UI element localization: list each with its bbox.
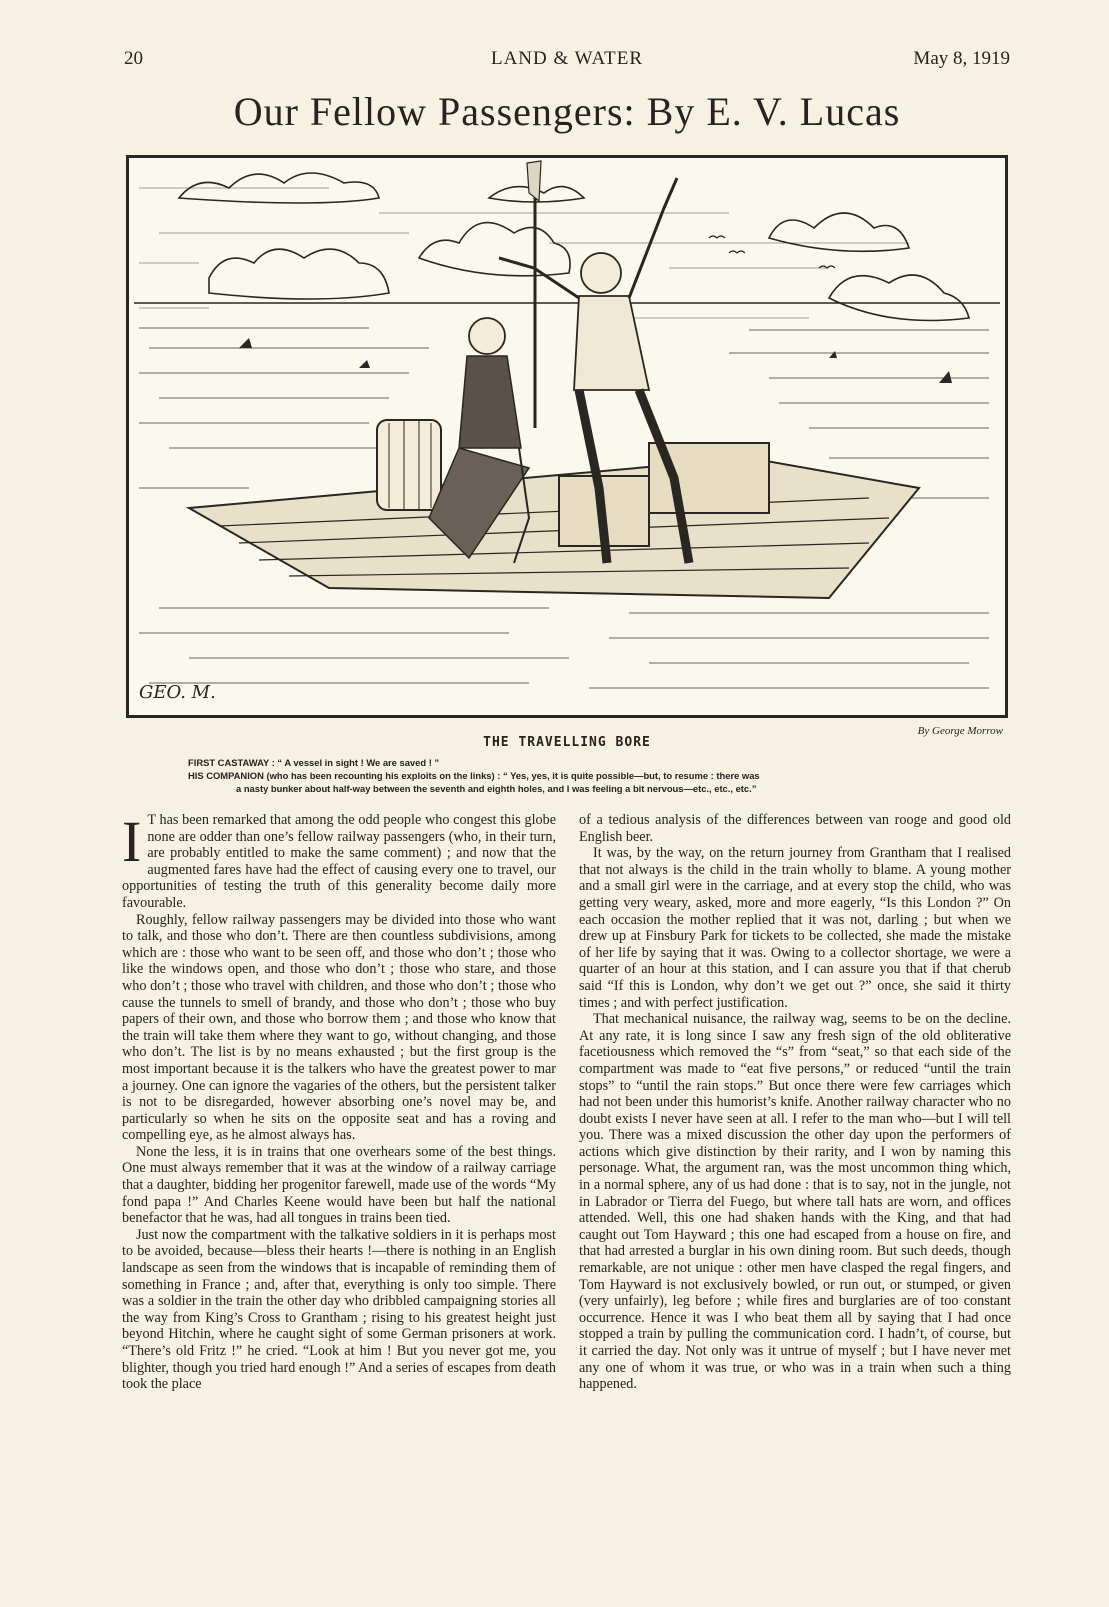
paragraph: Roughly, fellow railway passengers may be divided into those who want to talk, and those who don’t. There are then countless subdivisions, among which are : those who want to be seen off, and those who don’t ; those who like the windows open, and those who don’t ; those who stare, and those who don’t ; those who travel with children, and those who don’t ; those who cause the tunnels to smell of brandy, and those who don’t ; those who buy papers of their own, and those who borrow them ; and those who know that the train will take them where they want to go, without changing, and those who don’t. The list is by no means exhausted ; but the first group is the most important because it is the talkers who have the greatest power to mar a journey. One can ignore the vagaries of the others, but the persistent talker is not to be disregarded, however absorbing one’s novel may be, and particularly so when he sits on the opposite seat and has a roving and compelling eye, as he almost always has. <box>122 911 556 1144</box>
paragraph: That mechanical nuisance, the railway wag, seems to be on the decline. At any rate, it is long since I saw any fresh sign of the old obliterative facetiousness which removed the “s” from “seat,” so that each side of the compartment was made to “eat five persons,” or reduced “until the train stops” to “until the rain stops.” But once there were few carriages which had not been under this humorist’s knife. Another railway character who no doubt exists I never have seen at all. I refer to the man who—but I will tell you. There was a mixed discussion the other day upon the performers of actions which give distinction by their rarity, and I won by naming this personage. What, the argument ran, was the most uncommon thing which, in a normal sphere, any of us had done : that is to say, not in the jungle, not in Labrador or Tierra del Fuego, but where tall hats are worn, and offices attended. Well, this one had shaken hands with the King, and that had caught out Tom Hayward ; this one had escaped from a house on fire, and that had arrested a burglar in his own dining room. But such deeds, though remarkable, are not unique : other men have clasped the regal fingers, and Tom Hayward is not exclusively bowled, or run out, or stumped, or given (very unfairly), leg before ; while fires and burglaries are of too constant occurrence. Hence it was I who beat them all by saying that I had once stopped a train by pulling the communication cord. I hadn’t, of course, but it carried the day. Not only was it untrue of myself ; but I have never met any one of whom it was true, or who was in a train when such a thing happened. <box>579 1011 1011 1393</box>
paragraph: None the less, it is in trains that one overhears some of the best things. One must always remember that it was at the window of a railway carriage that a daughter, bidding her progenitor farewell, made use of the words “My fond papa !” And Charles Keene would have been but half the national benefactor that he was, had all tongues in trains been tied. <box>122 1143 556 1227</box>
paragraph: Just now the compartment with the talkative soldiers in it is perhaps most to be avoided, because—bless their hearts !—there is nothing in an English landscape as seen from the windows that is incapable of reminding them of something in France ; and, after that, everything is only too simple. There was a soldier in the train the other day who dribbled campaigning stories all the way from King’s Cross to Grantham ; rising to his greatest height just beyond Hitchin, where he caught sight of some German prisoners at work. “There’s old Fritz !” he cried. “Look at him ! But you never got me, you blighter, though you tried hard enough !” And a series of escapes from death took the place <box>122 1226 556 1393</box>
artist-credit: By George Morrow <box>917 725 1003 737</box>
cartoon-illustration <box>126 155 1008 718</box>
paragraph <box>122 809 556 912</box>
body-column-right <box>579 812 1011 1393</box>
caption-line: HIS COMPANION (who has been recounting his exploits on the links) : “ Yes, yes, it is quite possible—but, to resume : there was <box>188 770 760 781</box>
caption-line: a nasty bunker about half-way between the seventh and eighth holes, and I was feeling a bit nervous—etc., etc., etc.” <box>236 783 757 794</box>
paragraph: It was, by the way, on the return journey from Grantham that I realised that not always is the child in the train wholly to blame. A young mother and a small girl were in the carriage, and at every stop the child, who was getting very weary, asked, more and more eagerly, “Is this London ?” On each occasion the mother replied that it was not, darling ; but when we drew up at Finsbury Park for tickets to be collected, she made the mistake of her life by saying that it was. Owing to a collector shortage, we were a quarter of an hour at this station, and I can assure you that if that cherub said “If this is London, why don’t we get out ?” once, she said it thirty times ; and with perfect justification. <box>579 845 1011 1011</box>
page-header <box>124 44 1010 76</box>
issue-date: May 8, 1919 <box>913 48 1010 69</box>
artist-signature: GEO. M. <box>139 682 216 703</box>
caption <box>188 756 948 795</box>
body-column-left <box>122 809 556 1393</box>
magazine-title: LAND & WATER <box>490 48 644 69</box>
cartoon-drawing <box>129 158 1005 715</box>
caption-line: FIRST CASTAWAY : “ A vessel in sight ! We are saved ! ” <box>188 757 440 768</box>
paragraph: of a tedious analysis of the differences between van rooge and good old English beer. <box>579 812 1011 845</box>
caption-title: THE TRAVELLING BORE <box>483 735 651 750</box>
paragraph-text: T has been remarked that among the odd people who congest this globe none are odder than one’s fellow railway passengers (who, in their turn, are probably entitled to make the same comment) ; and now that the augmented fares have had the effect of causing every one to travel, our opportunities of testing the truth of this generality become daily more favourable. <box>122 812 556 911</box>
drop-cap: I <box>122 809 142 874</box>
page-number: 20 <box>124 48 143 69</box>
article-headline: Our Fellow Passengers: By E. V. Lucas <box>233 89 901 134</box>
